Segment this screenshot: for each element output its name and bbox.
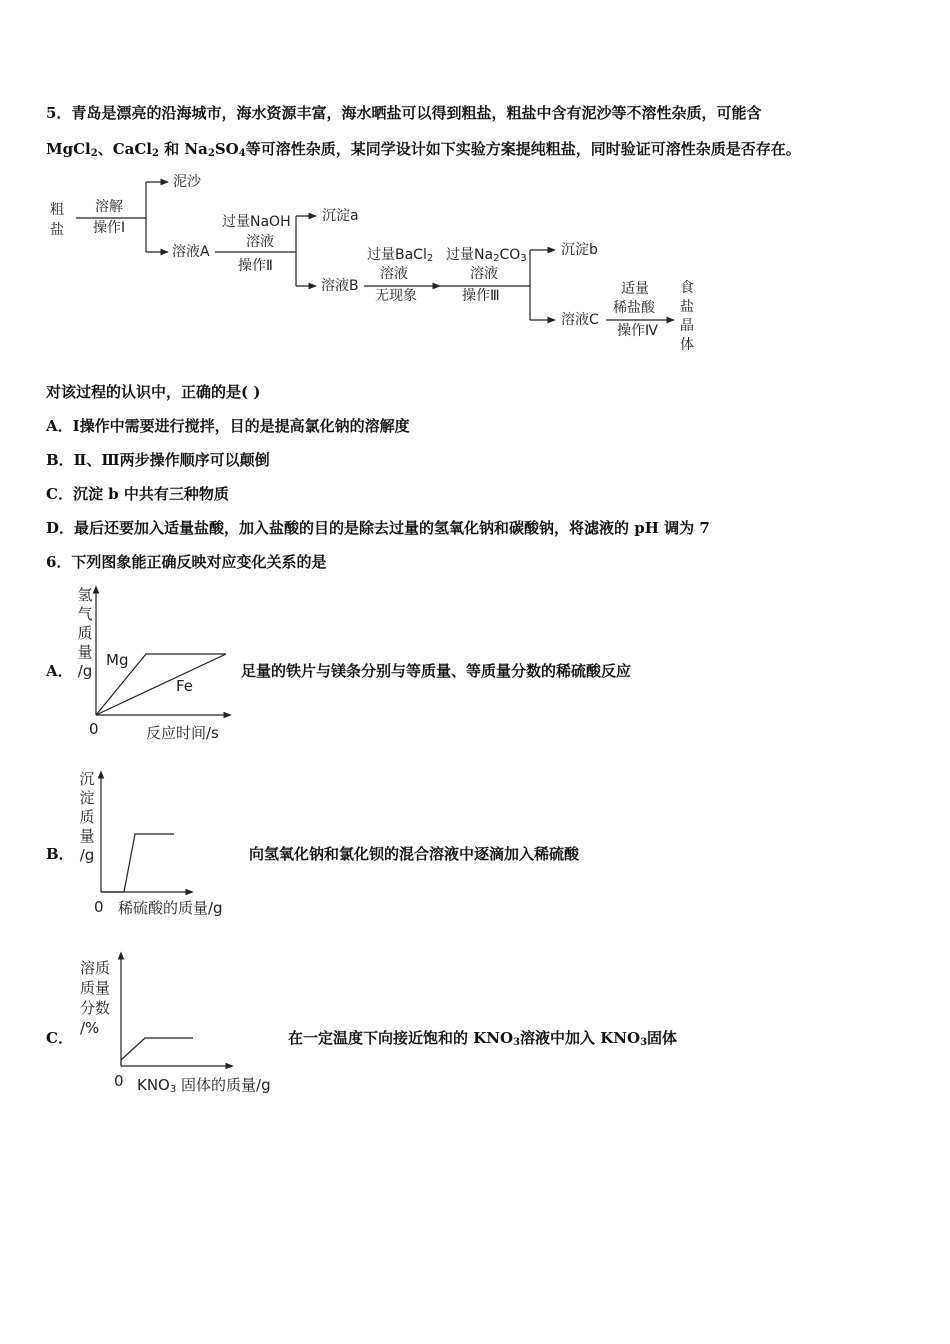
flow-crude-salt-2: 盐	[50, 222, 64, 238]
q5-option-d: D．最后还要加入适量盐酸，加入盐酸的目的是除去过量的氢氧化钠和碳酸钠，将滤液的 pH 调为 7	[46, 519, 710, 537]
flow-op2-label: 操作Ⅱ	[238, 258, 273, 274]
graph-a-x-label: 反应时间/s	[146, 724, 219, 742]
graph-b-y-label: 沉 淀 质 量 /g	[79, 770, 95, 864]
q5-option-c: C．沉淀 b 中共有三种物质	[46, 485, 229, 503]
flow-op4-label: 操作Ⅳ	[617, 323, 658, 339]
flow-precB-label: 沉淀b	[561, 242, 598, 258]
q5-stem-line1: 5．青岛是漂亮的沿海城市，海水资源丰富，海水晒盐可以得到粗盐，粗盐中含有泥沙等不溶性杂质，可能含	[46, 104, 762, 122]
flow-salt-3: 晶	[680, 318, 694, 334]
flow-salt-4: 体	[680, 337, 694, 353]
flow-solC-label: 溶液C	[561, 312, 599, 328]
flow-crude-salt-1: 粗	[50, 202, 64, 218]
flow-hcl-label-1: 适量	[621, 281, 649, 297]
flow-dissolve-label: 溶解	[95, 199, 123, 215]
q6-option-a-desc: 足量的铁片与镁条分别与等质量、等质量分数的稀硫酸反应	[241, 662, 632, 680]
graph-c-line	[121, 1038, 193, 1066]
q6-stem: 6．下列图象能正确反映对应变化关系的是	[46, 553, 327, 571]
flow-bacl-label-2: 溶液	[380, 266, 408, 282]
q5-question: 对该过程的认识中，正确的是( )	[46, 383, 261, 401]
flow-solB-label: 溶液B	[321, 278, 359, 294]
flow-naoh-label-2: 溶液	[246, 234, 274, 250]
flow-precA-label: 沉淀a	[322, 208, 359, 224]
graph-c-x-label: $KNO_3$ 固体的质量/g	[137, 1076, 271, 1095]
graph-a-mg-label: Mg	[106, 651, 129, 669]
q5-option-b: B．Ⅱ、Ⅲ两步操作顺序可以颠倒	[46, 451, 270, 469]
flow-op3-label: 操作Ⅲ	[462, 288, 500, 304]
q6-option-b-label: B．	[46, 845, 74, 863]
q5-stem-line2: MgCl$_2$、CaCl$_2$ 和 $Na_2SO_4$等可溶性杂质，某同学设计如下实验方案提纯粗盐，同时验证可溶性杂质是否存在。	[46, 140, 801, 159]
q6-option-b-desc: 向氢氧化钠和氯化钡的混合溶液中逐滴加入稀硫酸	[249, 845, 580, 863]
graph-a-fe-label: Fe	[176, 677, 194, 695]
flow-hcl-label-2: 稀盐酸	[613, 300, 655, 316]
flow-op1-label: 操作Ⅰ	[93, 220, 126, 236]
flow-na2co3-label-1: 过量$Na_2CO_3$	[446, 247, 527, 264]
q6-option-c-desc: 在一定温度下向接近饱和的 $KNO_3$溶液中加入 $KNO_3$固体	[288, 1029, 678, 1048]
q5-option-a: A．Ⅰ操作中需要进行搅拌，目的是提高氯化钠的溶解度	[46, 417, 410, 435]
flow-sand-label: 泥沙	[173, 174, 201, 190]
graph-c-y-label: 溶质 质量 分数 /%	[80, 959, 111, 1037]
flow-solA-label: 溶液A	[172, 244, 210, 260]
graph-a-origin: 0	[89, 720, 99, 738]
graph-a-y-label: 氢 气 质 量 /g	[77, 586, 93, 680]
q6-option-c-label: C．	[46, 1029, 73, 1047]
flow-naoh-label-1: 过量NaOH	[222, 214, 291, 230]
flow-no-change-label: 无现象	[375, 288, 417, 304]
graph-c-origin: 0	[114, 1072, 124, 1090]
flow-na2co3-label-2: 溶液	[470, 266, 498, 282]
graph-b-origin: 0	[94, 898, 104, 916]
flow-bacl-label-1: 过量BaCl$_2$	[367, 247, 434, 264]
graph-b-x-label: 稀硫酸的质量/g	[118, 899, 223, 917]
flow-salt-2: 盐	[680, 299, 694, 315]
flow-salt-1: 食	[680, 280, 694, 296]
q6-option-a-label: A．	[46, 662, 73, 680]
